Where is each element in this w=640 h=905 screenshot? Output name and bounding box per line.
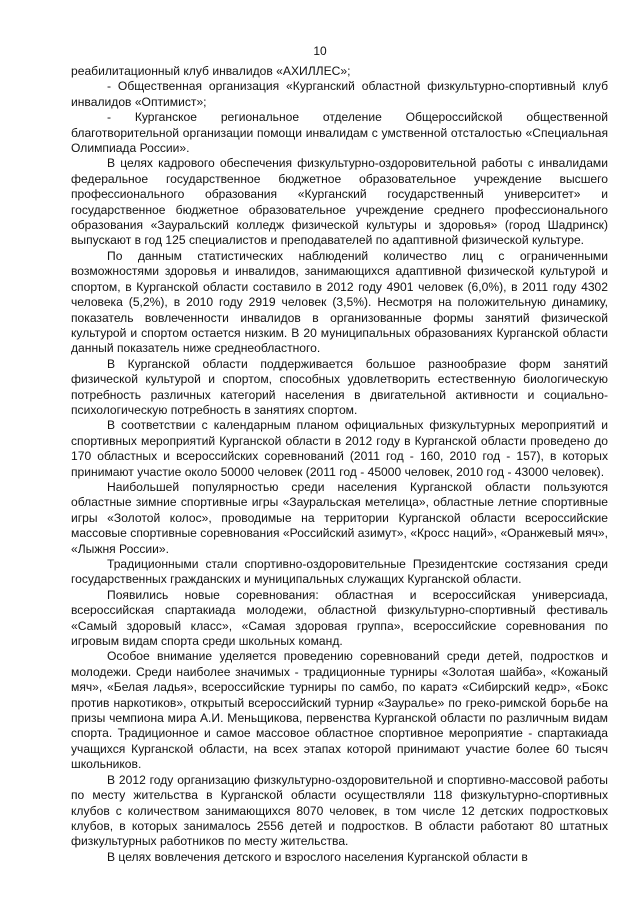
paragraph: В соответствии с календарным планом официальных физкультурных мероприятий и спортивных мероприятий Курганской области в 2012 году в Курганской области проведено до 170 областных и всероссийских соревнований (2011 год - 160, 2010 год - 157), в которых принимают участие около 50000 человек (2011 год - 45000 человек, 2010 год - 43000 человек). — [71, 418, 608, 479]
paragraph: Особое внимание уделяется проведению соревнований среди детей, подростков и молодежи. Среди наиболее значимых - традиционные турниры «Золотая шайба», «Кожаный мяч», «Белая ладья», всероссийские турниры по самбо, по каратэ «Сибирский кедр», «Бокс против наркотиков», открытый всероссийский турнир «Зауралье» по греко-римской борьбе на призы чемпиона мира А.И. Меньщикова, первенства Курганской области по различным видам спорта. Традиционное и самое массовое областное спортивное мероприятие - спартакиада учащихся Курганской области, на всех этапах которой принимают участие более 60 тысяч школьников. — [71, 649, 608, 772]
paragraph: По данным статистических наблюдений количество лиц с ограниченными возможностями здоровья и инвалидов, занимающихся адаптивной физической культурой и спортом, в Курганской области составило в 2012 году 4901 человек (6,0%), в 2011 году 4302 человека (5,2%), в 2010 году 2919 человек (3,5%). Несмотря на положительную динамику, показатель вовлеченности инвалидов в организованные формы занятий физической культурой и спортом остается низким. В 20 муниципальных образованиях Курганской области данный показатель ниже среднеобластного. — [71, 248, 608, 356]
paragraph: Наибольшей популярностью среди населения Курганской области пользуются областные зимние спортивные игры «Зауральская метелица», областные летние спортивные игры «Золотой колос», проводимые на территории Курганской области всероссийские массовые спортивные соревнования «Российский азимут», «Кросс наций», «Оранжевый мяч», «Лыжня России». — [71, 479, 608, 556]
paragraph: - Общественная организация «Курганский областной физкультурно-спортивный клуб инвалидов «Оптимист»; — [71, 79, 608, 109]
paragraph: В целях кадрового обеспечения физкультурно-оздоровительной работы с инвалидами федеральное государственное бюджетное образовательное учреждение высшего профессионального образования «Курганский государственный университет» и государственное бюджетное образовательное учреждение среднего профессионального образования «Зауральский колледж физической культуры и здоровья» (город Шадринск) выпускают в год 125 специалистов и преподавателей по адаптивной физической культуре. — [71, 156, 608, 248]
paragraph: реабилитационный клуб инвалидов «АХИЛЛЕС»; — [71, 64, 351, 78]
paragraph: - Курганское региональное отделение Общероссийской общественной благотворительной организации помощи инвалидам с умственной отсталостью «Специальная Олимпиада России». — [71, 110, 608, 156]
body-text — [71, 64, 608, 865]
paragraph: Традиционными стали спортивно-оздоровительные Президентские состязания среди государственных гражданских и муниципальных служащих Курганской области. — [71, 557, 608, 587]
paragraph: В целях вовлечения детского и взрослого населения Курганской области в — [107, 849, 528, 864]
paragraph: Появились новые соревнования: областная и всероссийская универсиада, всероссийская спартакиада молодежи, областной физкультурно-спортивный фестиваль «Самый здоровый класс», «Самая здоровая группа», всероссийские соревнования по игровым видам спорта среди школьных команд. — [71, 587, 608, 649]
page-number: 10 — [313, 44, 327, 58]
paragraph: В 2012 году организацию физкультурно-оздоровительной и спортивно-массовой работы по месту жительства в Курганской области осуществляли 118 физкультурно-спортивных клубов с количеством занимающихся 8070 человек, в том числе 12 детских подростковых клубов, в которых занималось 2556 детей и подростков. В области работают 80 штатных физкультурных работников по месту жительства. — [71, 772, 608, 849]
paragraph: В Курганской области поддерживается большое разнообразие форм занятий физической культурой и спортом, способных удовлетворить естественную биологическую потребность различных категорий населения в двигательной активности и социально-психологическую потребность в занятиях спортом. — [71, 356, 608, 417]
